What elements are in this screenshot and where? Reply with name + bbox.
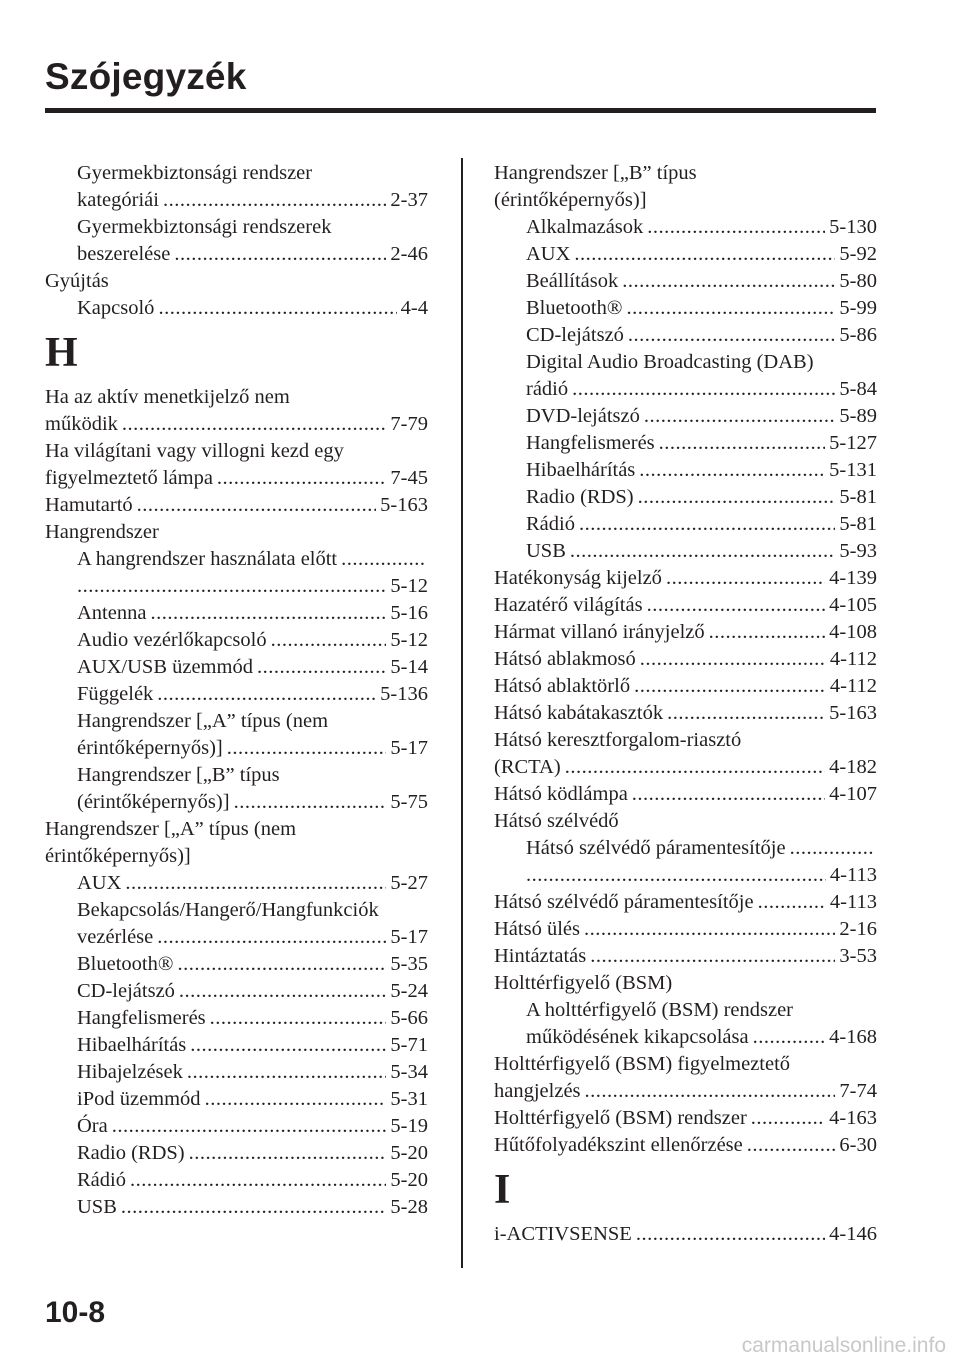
dot-leader	[626, 295, 835, 322]
index-page-ref: 5-34	[390, 1061, 428, 1083]
index-heading-line	[45, 384, 428, 411]
page-number: 10-8	[45, 1296, 106, 1329]
index-page-ref: 5-19	[390, 1115, 428, 1137]
index-entry	[45, 654, 428, 681]
index-entry	[494, 403, 877, 430]
index-term: Ha világítani vagy villogni kezd egy	[45, 440, 344, 462]
page-title: Szójegyzék	[45, 56, 247, 97]
index-entry	[494, 1024, 877, 1051]
index-entry	[494, 835, 877, 862]
dot-leader	[227, 735, 387, 762]
index-page-ref: 5-17	[390, 737, 428, 759]
index-page-ref: 5-17	[390, 926, 428, 948]
index-term: Hibaelhárítás	[526, 459, 636, 481]
index-term: Beállítások	[526, 270, 619, 292]
index-entry	[494, 646, 877, 673]
index-page-ref: 5-66	[390, 1007, 428, 1029]
index-page-ref: 5-130	[829, 216, 877, 238]
index-entry	[45, 465, 428, 492]
index-term: Digital Audio Broadcasting (DAB)	[526, 351, 814, 373]
index-entry	[45, 924, 428, 951]
index-term: Hazatérő világítás	[494, 594, 643, 616]
index-entry	[494, 457, 877, 484]
section-letter: I	[494, 1167, 511, 1213]
index-term: beszerelése	[77, 243, 171, 265]
index-entry	[494, 781, 877, 808]
index-page-ref: 5-131	[829, 459, 877, 481]
dot-leader	[187, 1059, 387, 1086]
index-heading-line	[45, 816, 428, 843]
index-term: Hangrendszer [„A” típus (nem	[77, 710, 329, 732]
index-page-ref: 5-31	[390, 1088, 428, 1110]
index-term: Rádió	[526, 513, 575, 535]
index-page-ref: 2-37	[390, 189, 428, 211]
index-heading-line	[494, 160, 877, 187]
index-page-ref: 5-12	[390, 629, 428, 651]
index-page-ref: 5-89	[839, 405, 877, 427]
section-letter: H	[45, 330, 78, 376]
index-page-ref: 5-92	[839, 243, 877, 265]
index-term: Hangfelismerés	[77, 1007, 206, 1029]
index-entry	[494, 565, 877, 592]
dot-leader	[177, 951, 386, 978]
dot-leader	[647, 214, 825, 241]
index-term: érintőképernyős)]	[45, 845, 191, 867]
dot-leader	[622, 268, 835, 295]
dot-leader	[639, 457, 825, 484]
index-entry	[494, 943, 877, 970]
index-entry	[45, 978, 428, 1005]
dot-leader	[137, 492, 377, 519]
index-column-right	[494, 160, 877, 1248]
index-heading-line	[494, 349, 877, 376]
index-term: i-ACTIVSENSE	[494, 1223, 632, 1245]
index-term: (RCTA)	[494, 756, 561, 778]
index-entry	[494, 1105, 877, 1132]
index-page-ref: 4-108	[829, 621, 877, 643]
dot-leader	[790, 835, 873, 862]
dot-leader	[570, 538, 836, 565]
index-term: Radio (RDS)	[526, 486, 634, 508]
index-page-ref: 6-30	[839, 1134, 877, 1156]
index-term: Hűtőfolyadékszint ellenőrzése	[494, 1134, 743, 1156]
index-page-ref: 5-20	[390, 1169, 428, 1191]
index-term: Bekapcsolás/Hangerő/Hangfunkciók	[77, 899, 379, 921]
index-heading-line	[45, 762, 428, 789]
index-term: Óra	[77, 1115, 108, 1137]
index-page-ref: 4-113	[829, 891, 877, 913]
index-page-ref: 5-84	[839, 378, 877, 400]
index-page-ref: 4-113	[829, 864, 877, 886]
index-page-ref: 5-81	[839, 513, 877, 535]
index-heading-line	[494, 970, 877, 997]
index-entry	[494, 592, 877, 619]
index-page-ref: 5-14	[390, 656, 428, 678]
index-entry	[45, 1140, 428, 1167]
index-page-ref: 4-163	[829, 1107, 877, 1129]
index-term: Holttérfigyelő (BSM) rendszer	[494, 1107, 747, 1129]
dot-leader	[271, 627, 387, 654]
index-page-ref: 5-27	[390, 872, 428, 894]
index-page-ref: 5-75	[390, 791, 428, 813]
dot-leader	[753, 1024, 826, 1051]
dot-leader	[234, 789, 387, 816]
dot-leader	[257, 654, 386, 681]
index-term: Hátsó keresztforgalom-riasztó	[494, 729, 742, 751]
dot-leader	[150, 600, 386, 627]
index-entry	[494, 916, 877, 943]
dot-leader	[526, 862, 826, 889]
dot-leader	[112, 1113, 387, 1140]
header-rule	[45, 108, 876, 113]
index-page-ref: 7-45	[390, 467, 428, 489]
dot-leader	[647, 592, 826, 619]
index-term: Függelék	[77, 683, 154, 705]
index-term: vezérlése	[77, 926, 154, 948]
index-entry	[494, 1221, 877, 1248]
index-entry	[45, 411, 428, 438]
dot-leader	[590, 943, 835, 970]
dot-leader	[163, 187, 386, 214]
dot-leader	[205, 1086, 387, 1113]
index-page-ref: 5-99	[839, 297, 877, 319]
dot-leader	[217, 465, 387, 492]
index-term: Bluetooth®	[77, 953, 174, 975]
index-entry	[494, 430, 877, 457]
index-term: hangjelzés	[494, 1080, 581, 1102]
index-page-ref: 5-81	[839, 486, 877, 508]
index-heading-line	[45, 843, 428, 870]
index-page-ref: 5-136	[380, 683, 428, 705]
index-term: Hátsó ülés	[494, 918, 580, 940]
index-heading-line	[45, 438, 428, 465]
dot-leader	[179, 978, 387, 1005]
dot-leader	[130, 1167, 386, 1194]
dot-leader	[628, 322, 836, 349]
dot-leader	[122, 411, 387, 438]
dot-leader	[632, 781, 825, 808]
dot-leader	[709, 619, 826, 646]
index-entry	[45, 789, 428, 816]
index-term: Hangfelismerés	[526, 432, 655, 454]
index-heading-line	[494, 727, 877, 754]
index-heading-line	[45, 897, 428, 924]
index-term: Hatékonyság kijelző	[494, 567, 662, 589]
dot-leader	[584, 916, 835, 943]
index-term: Gyújtás	[45, 270, 109, 292]
index-entry	[494, 862, 877, 889]
index-entry	[45, 492, 428, 519]
index-term: Antenna	[77, 602, 147, 624]
index-entry	[45, 1086, 428, 1113]
index-page-ref: 5-35	[390, 953, 428, 975]
index-heading-line	[45, 160, 428, 187]
dot-leader	[174, 241, 386, 268]
index-term: Gyermekbiztonsági rendszer	[77, 162, 313, 184]
index-term: Hátsó ablaktörlő	[494, 675, 631, 697]
dot-leader	[157, 924, 386, 951]
index-term: érintőképernyős)]	[77, 737, 223, 759]
index-term: Ha az aktív menetkijelző nem	[45, 386, 290, 408]
index-page-ref: 4-4	[400, 297, 428, 319]
index-term: működik	[45, 413, 118, 435]
index-page-ref: 5-20	[390, 1142, 428, 1164]
dot-leader	[565, 754, 825, 781]
index-entry	[494, 538, 877, 565]
dot-leader	[210, 1005, 387, 1032]
index-page-ref: 5-163	[829, 702, 877, 724]
index-entry	[45, 627, 428, 654]
index-page-ref: 5-12	[390, 575, 428, 597]
dot-leader	[77, 573, 386, 600]
dot-leader	[636, 1221, 825, 1248]
index-term: Hátsó ablakmosó	[494, 648, 636, 670]
dot-leader	[644, 403, 836, 430]
index-term: Kapcsoló	[77, 297, 155, 319]
index-page-ref: 5-80	[839, 270, 877, 292]
index-term: működésének kikapcsolása	[526, 1026, 749, 1048]
index-term: Audio vezérlőkapcsoló	[77, 629, 267, 651]
index-term: Hátsó szélvédő páramentesítője	[526, 837, 786, 859]
index-entry	[494, 1132, 877, 1159]
index-entry	[494, 268, 877, 295]
index-term: (érintőképernyős)]	[77, 791, 230, 813]
index-entry	[494, 241, 877, 268]
index-term: rádió	[526, 378, 569, 400]
index-entry	[494, 673, 877, 700]
index-term: Hangrendszer [„B” típus	[77, 764, 280, 786]
index-entry	[45, 187, 428, 214]
index-page-ref: 5-127	[829, 432, 877, 454]
index-heading-line	[494, 187, 877, 214]
index-page-ref: 4-182	[829, 756, 877, 778]
dot-leader	[189, 1140, 387, 1167]
index-entry	[494, 295, 877, 322]
index-term: Hintáztatás	[494, 945, 587, 967]
index-term: Hamutartó	[45, 494, 133, 516]
index-term: figyelmeztető lámpa	[45, 467, 213, 489]
index-entry	[494, 700, 877, 727]
index-heading-line	[45, 708, 428, 735]
index-page-ref: 7-74	[839, 1080, 877, 1102]
index-term: Hangrendszer [„B” típus	[494, 162, 697, 184]
index-entry	[494, 214, 877, 241]
index-page-ref: 5-28	[390, 1196, 428, 1218]
dot-leader	[157, 681, 376, 708]
index-page-ref: 4-105	[829, 594, 877, 616]
index-term: CD-lejátszó	[77, 980, 175, 1002]
dot-leader	[572, 376, 835, 403]
dot-leader	[190, 1032, 386, 1059]
index-heading-line	[45, 519, 428, 546]
index-heading-line	[494, 808, 877, 835]
index-term: Holttérfigyelő (BSM)	[494, 972, 673, 994]
dot-leader	[158, 295, 396, 322]
index-entry	[45, 1059, 428, 1086]
index-page-ref: 4-139	[829, 567, 877, 589]
index-term: CD-lejátszó	[526, 324, 624, 346]
index-entry	[494, 1078, 877, 1105]
index-term: kategóriái	[77, 189, 159, 211]
dot-leader	[758, 889, 826, 916]
watermark: carmanualsonline.info	[741, 1334, 946, 1357]
index-term: USB	[526, 540, 566, 562]
index-page-ref: 3-53	[839, 945, 877, 967]
index-term: iPod üzemmód	[77, 1088, 201, 1110]
index-heading-line	[494, 997, 877, 1024]
index-term: Gyermekbiztonsági rendszerek	[77, 216, 332, 238]
index-term: Holttérfigyelő (BSM) figyelmeztető	[494, 1053, 791, 1075]
index-entry	[494, 322, 877, 349]
index-page-ref: 5-24	[390, 980, 428, 1002]
index-entry	[45, 1005, 428, 1032]
dot-leader	[585, 1078, 836, 1105]
dot-leader	[667, 700, 825, 727]
index-term: Hármat villanó irányjelző	[494, 621, 705, 643]
index-page-ref: 5-93	[839, 540, 877, 562]
dot-leader	[341, 546, 424, 573]
index-heading-line	[45, 268, 428, 295]
index-term: Bluetooth®	[526, 297, 623, 319]
index-term: A holttérfigyelő (BSM) rendszer	[526, 999, 794, 1021]
dot-leader	[666, 565, 825, 592]
index-entry	[45, 295, 428, 322]
index-page-ref: 5-163	[380, 494, 428, 516]
index-entry	[494, 484, 877, 511]
index-term: (érintőképernyős)]	[494, 189, 647, 211]
dot-leader	[747, 1132, 836, 1159]
index-column-left	[45, 160, 428, 1221]
index-entry	[45, 241, 428, 268]
dot-leader	[121, 1194, 387, 1221]
dot-leader	[579, 511, 835, 538]
index-entry	[45, 1167, 428, 1194]
index-entry	[45, 1194, 428, 1221]
index-entry	[494, 511, 877, 538]
index-page-ref: 5-16	[390, 602, 428, 624]
index-term: Hangrendszer	[45, 521, 159, 543]
index-entry	[45, 573, 428, 600]
dot-leader	[638, 484, 836, 511]
index-page-ref: 2-16	[839, 918, 877, 940]
index-page-ref: 4-168	[829, 1026, 877, 1048]
dot-leader	[659, 430, 826, 457]
index-term: Hátsó ködlámpa	[494, 783, 628, 805]
dot-leader	[125, 870, 386, 897]
index-term: Hátsó szélvédő páramentesítője	[494, 891, 754, 913]
index-heading-line	[45, 214, 428, 241]
index-entry	[45, 870, 428, 897]
index-page-ref: 2-46	[390, 243, 428, 265]
index-entry	[45, 546, 428, 573]
index-entry	[494, 889, 877, 916]
index-entry	[494, 619, 877, 646]
index-term: Hangrendszer [„A” típus (nem	[45, 818, 297, 840]
index-heading-line	[494, 1051, 877, 1078]
index-term: USB	[77, 1196, 117, 1218]
index-term: AUX	[526, 243, 571, 265]
index-entry	[45, 735, 428, 762]
index-entry	[45, 600, 428, 627]
index-page-ref: 7-79	[390, 413, 428, 435]
index-page-ref: 4-112	[829, 675, 877, 697]
index-page-ref: 4-107	[829, 783, 877, 805]
index-page-ref: 4-146	[829, 1223, 877, 1245]
index-page-ref: 5-86	[839, 324, 877, 346]
index-entry	[494, 754, 877, 781]
index-page-ref: 4-112	[829, 648, 877, 670]
index-term: Alkalmazások	[526, 216, 644, 238]
index-entry	[45, 1032, 428, 1059]
index-term: A hangrendszer használata előtt	[77, 548, 338, 570]
index-term: AUX/USB üzemmód	[77, 656, 253, 678]
index-term: Hibajelzések	[77, 1061, 183, 1083]
dot-leader	[751, 1105, 825, 1132]
dot-leader	[640, 646, 826, 673]
index-term: Hátsó szélvédő	[494, 810, 619, 832]
index-term: Hátsó kabátakasztók	[494, 702, 664, 724]
index-entry	[45, 951, 428, 978]
column-divider	[461, 158, 463, 1268]
index-term: DVD-lejátszó	[526, 405, 640, 427]
dot-leader	[574, 241, 835, 268]
index-entry	[494, 376, 877, 403]
index-term: Radio (RDS)	[77, 1142, 185, 1164]
index-page-ref: 5-71	[390, 1034, 428, 1056]
dot-leader	[634, 673, 826, 700]
index-term: AUX	[77, 872, 122, 894]
index-term: Hibaelhárítás	[77, 1034, 187, 1056]
index-term: Rádió	[77, 1169, 126, 1191]
index-entry	[45, 1113, 428, 1140]
index-entry	[45, 681, 428, 708]
